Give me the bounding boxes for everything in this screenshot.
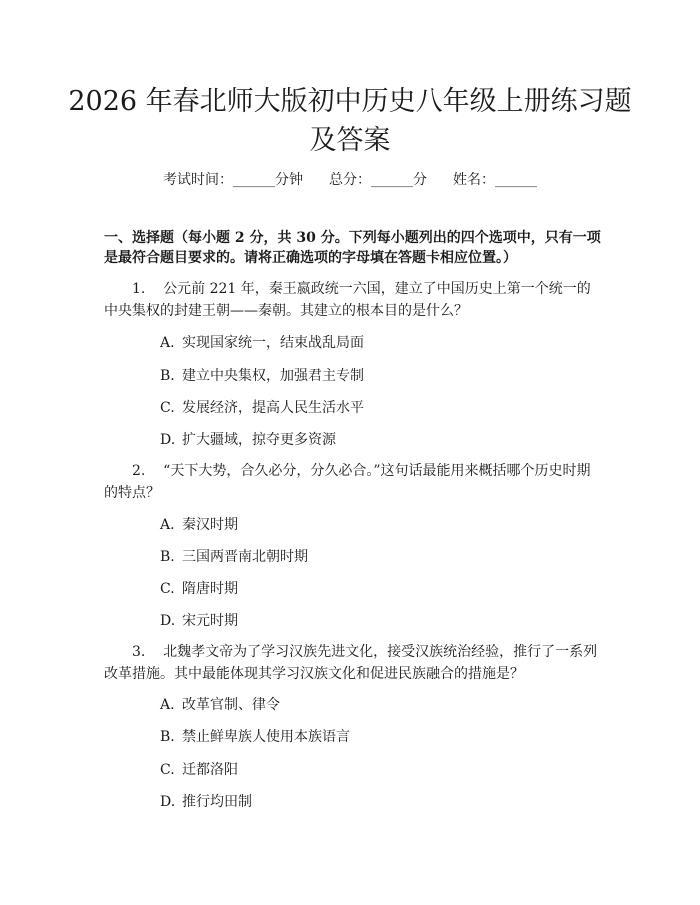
question-text: 北魏孝文帝为了学习汉族先进文化，接受汉族统治经验，推行了一系列改革措施。其中最能体现其学习汉族文化和促进民族融合的措施是？: [104, 644, 598, 682]
option-2-d: [160, 611, 238, 631]
option-text: 扩大疆域，掠夺更多资源: [182, 432, 336, 448]
option-2-b: [160, 547, 308, 567]
question-text: 公元前 221 年，秦王嬴政统一六国，建立了中国历史上第一个统一的中央集权的封建王朝——秦朝。其建立的根本目的是什么？: [104, 281, 591, 319]
option-2-c: [160, 579, 238, 599]
option-1-b: [160, 366, 364, 386]
question-number: 2.: [132, 463, 146, 479]
option-text: 宋元时期: [182, 613, 238, 629]
exam-info-line: [0, 170, 700, 190]
question-text: “天下大势，合久必分，分久必合。”这句话最能用来概括哪个历史时期的特点？: [104, 463, 591, 501]
option-1-c: [160, 398, 364, 418]
option-letter: B.: [160, 549, 175, 565]
option-1-d: [160, 430, 336, 450]
option-text: 隋唐时期: [182, 581, 238, 597]
option-text: 迁都洛阳: [182, 762, 238, 778]
question-3: [104, 641, 602, 685]
option-3-d: [160, 792, 252, 812]
option-letter: C.: [160, 762, 175, 778]
total-score-label: 总分：: [329, 172, 371, 188]
student-name-blank: ______: [495, 172, 537, 188]
exam-time-label: 考试时间：: [163, 172, 233, 188]
option-text: 实现国家统一，结束战乱局面: [182, 335, 364, 351]
option-letter: D.: [160, 794, 176, 810]
option-2-a: [160, 515, 238, 535]
option-letter: C.: [160, 581, 175, 597]
question-number: 3.: [132, 644, 146, 660]
option-letter: A.: [160, 697, 175, 713]
option-3-b: [160, 727, 350, 747]
option-text: 秦汉时期: [182, 517, 238, 533]
option-3-a: [160, 695, 280, 715]
option-3-c: [160, 760, 238, 780]
question-2: [104, 460, 602, 504]
option-letter: B.: [160, 729, 175, 745]
question-number: 1.: [132, 281, 146, 297]
option-letter: D.: [160, 613, 176, 629]
option-letter: A.: [160, 335, 175, 351]
option-text: 发展经济，提高人民生活水平: [182, 400, 364, 416]
exam-time-blank: ______: [233, 172, 275, 188]
section-heading: 一、选择题（每小题 2 分，共 30 分。下列每小题列出的四个选项中，只有一项是最符合题目要求的。请将正确选项的字母填在答题卡相应位置。）: [104, 230, 601, 266]
page-title: 2026 年春北师大版初中历史八年级上册练习题及答案: [68, 86, 632, 156]
total-score-unit: 分: [413, 172, 427, 188]
option-text: 改革官制、律令: [182, 697, 280, 713]
option-text: 三国两晋南北朝时期: [182, 549, 308, 565]
question-1: [104, 278, 602, 322]
option-letter: C.: [160, 400, 175, 416]
option-letter: B.: [160, 368, 175, 384]
total-score-blank: ______: [371, 172, 413, 188]
option-letter: A.: [160, 517, 175, 533]
option-1-a: [160, 333, 364, 353]
option-letter: D.: [160, 432, 176, 448]
option-text: 禁止鲜卑族人使用本族语言: [182, 729, 350, 745]
option-text: 建立中央集权，加强君主专制: [182, 368, 364, 384]
student-name-label: 姓名：: [453, 172, 495, 188]
option-text: 推行均田制: [182, 794, 252, 810]
exam-time-unit: 分钟: [275, 172, 303, 188]
